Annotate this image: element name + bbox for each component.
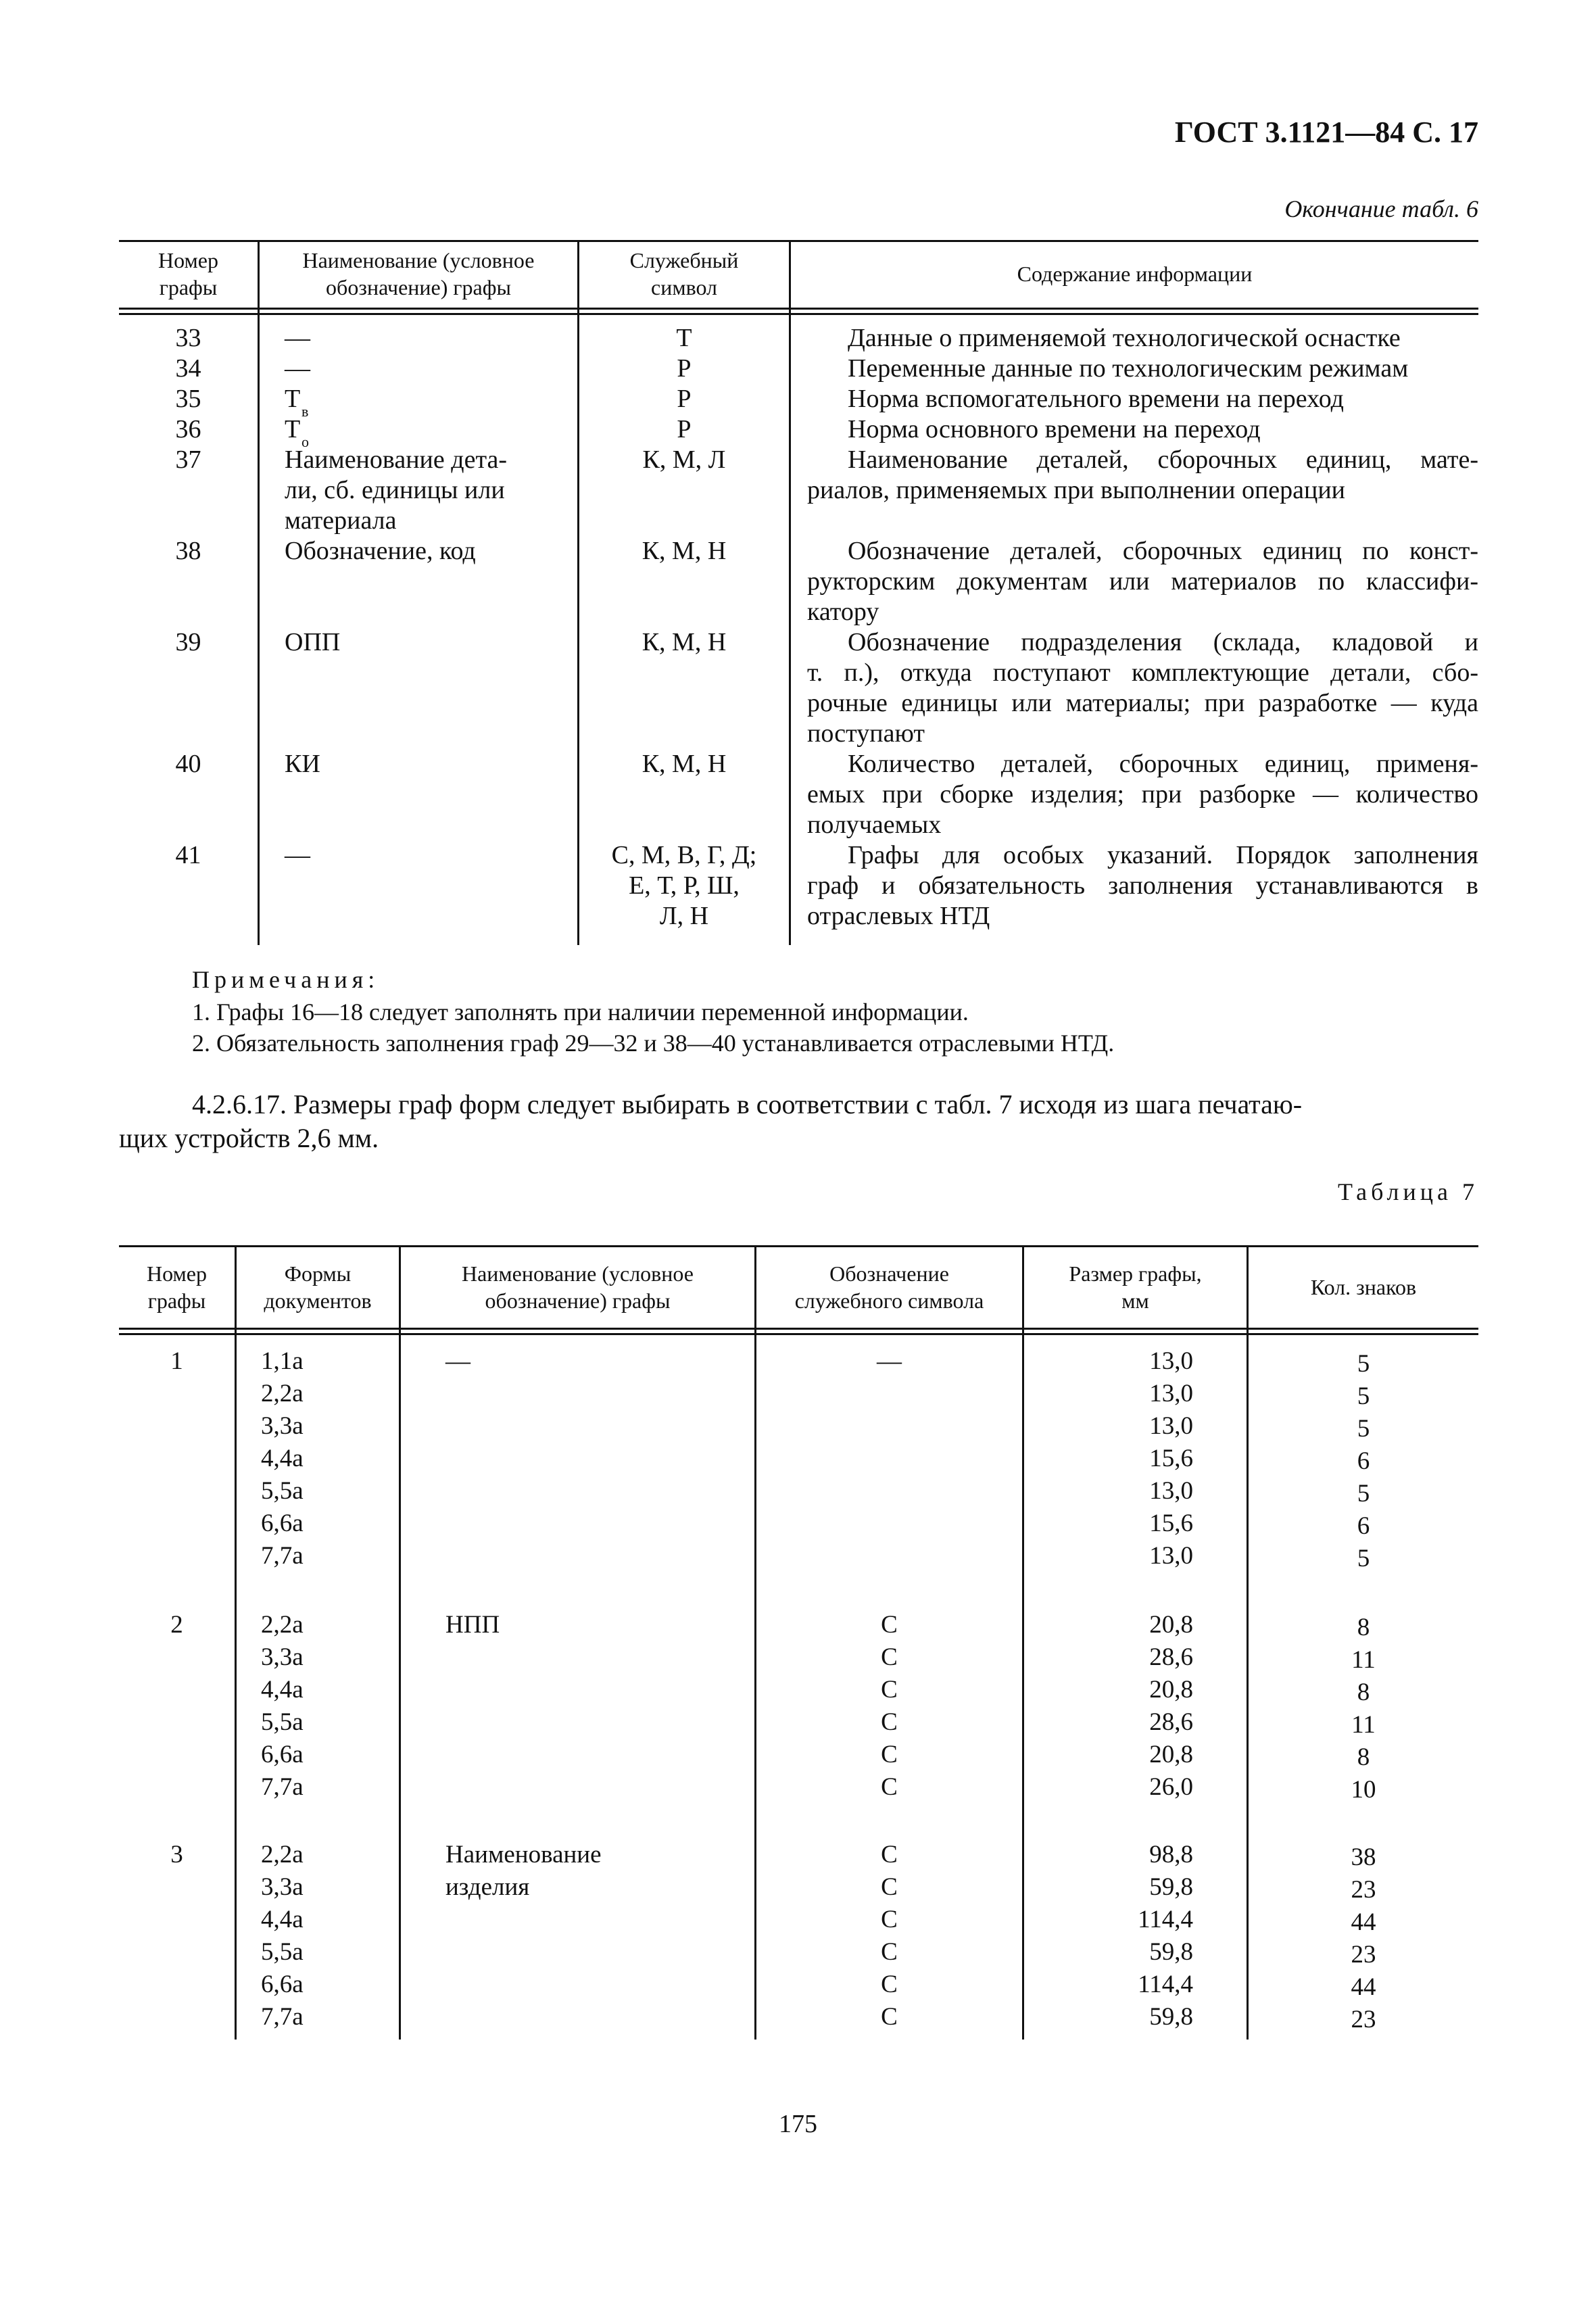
- table7-row-size: 15,6: [1149, 1445, 1193, 1472]
- table6-row-num: 34: [175, 354, 201, 383]
- table7-col-divider-2: [399, 1245, 401, 2040]
- running-title: ГОСТ 3.1121—84 С. 17: [1174, 116, 1478, 149]
- table6-row-content: т. п.), откуда поступают комплектующие детали, сбо-: [807, 658, 1478, 687]
- table7-row-chars: 8: [1357, 1614, 1370, 1641]
- table7-row-symbol: С: [881, 1741, 898, 1768]
- table6-row-name: —: [285, 354, 310, 383]
- table7-row-form: 2,2а: [261, 1611, 304, 1639]
- table7-header-chars: Кол. знаков: [1310, 1275, 1417, 1299]
- table6-row-num: 41: [175, 841, 201, 869]
- page-number: 175: [779, 2110, 817, 2138]
- table7-row-chars: 23: [1351, 1941, 1376, 1969]
- table6-row-num: 36: [175, 415, 201, 443]
- table7-row-symbol: С: [881, 1773, 898, 1801]
- table7-row-chars: 11: [1351, 1646, 1376, 1674]
- table7-row-form: 7,7а: [261, 2003, 304, 2031]
- table7-row-symbol: С: [881, 1971, 898, 1998]
- table6-caption: Окончание табл. 6: [1284, 195, 1478, 222]
- table6-row-content: Обозначение деталей, сборочных единиц по конст-: [848, 537, 1478, 565]
- table7-row-chars: 8: [1357, 1743, 1370, 1771]
- table6-header-num: Номер графы: [158, 248, 218, 299]
- table6-row-name: Т: [285, 385, 301, 413]
- table7-header-rule-2: [119, 1333, 1478, 1335]
- table6-row-symbol: Р: [677, 385, 692, 413]
- table7-header-num: Номер графы: [147, 1261, 207, 1313]
- table6-row-content: граф и обязательность заполнения устанавливаются в: [807, 871, 1478, 900]
- table6-row-num: 35: [175, 385, 201, 413]
- table7-caption: Таблица 7: [1338, 1178, 1478, 1205]
- table7-row-size: 13,0: [1149, 1542, 1193, 1570]
- table7-row-chars: 11: [1351, 1711, 1376, 1739]
- table6-row-content: Норма вспомогательного времени на переход: [848, 385, 1344, 413]
- table6-row-content: Переменные данные по технологическим режимам: [848, 354, 1409, 383]
- table6-row-name: ли, сб. единицы или: [285, 476, 505, 504]
- paragraph-line-2: щих устройств 2,6 мм.: [119, 1123, 379, 1153]
- table7-header-size: Размер графы, мм: [1069, 1261, 1202, 1313]
- table7-row-form: 5,5а: [261, 1708, 304, 1736]
- table7-row-form: 3,3а: [261, 1643, 304, 1671]
- table6-row-content: Графы для особых указаний. Порядок заполнения: [848, 841, 1478, 869]
- table7-row-chars: 5: [1357, 1382, 1370, 1410]
- table6-row-num: 40: [175, 750, 201, 778]
- table7-row-num: 2: [170, 1611, 183, 1639]
- note-2: 2. Обязательность заполнения граф 29—32 и 38—40 устанавливается отраслевыми НТД.: [192, 1030, 1115, 1057]
- table7-header-forms: Формы документов: [264, 1261, 372, 1313]
- table7-row-size: 13,0: [1149, 1477, 1193, 1505]
- table7-row-size: 28,6: [1149, 1643, 1193, 1671]
- table7-row-name: НПП: [445, 1611, 500, 1639]
- table7-row-form: 2,2а: [261, 1841, 304, 1868]
- table7-row-size: 15,6: [1149, 1510, 1193, 1537]
- table6-row-name: ОПП: [285, 628, 341, 656]
- table7-row-chars: 5: [1357, 1350, 1370, 1378]
- table7-row-size: 13,0: [1149, 1380, 1193, 1407]
- table7-row-symbol: С: [881, 1611, 898, 1639]
- table6-row-content: поступают: [807, 719, 925, 748]
- table6-row-content: риалов, применяемых при выполнении операции: [807, 476, 1346, 504]
- table6-row-symbol: С, М, В, Г, Д;: [611, 841, 757, 869]
- table6-row-name: Обозначение, код: [285, 537, 476, 565]
- table7-row-form: 5,5а: [261, 1938, 304, 1966]
- table7-row-chars: 38: [1351, 1843, 1376, 1871]
- table7-row-symbol: С: [881, 2003, 898, 2031]
- table7-row-size: 20,8: [1149, 1676, 1193, 1704]
- table6-row-name-subscript: о: [301, 433, 309, 450]
- table7-row-form: 6,6а: [261, 1971, 304, 1998]
- table6-row-symbol: К, М, Н: [642, 537, 727, 565]
- table7-row-symbol: С: [881, 1873, 898, 1901]
- table7-row-form: 5,5а: [261, 1477, 304, 1505]
- table7-row-name: —: [445, 1347, 470, 1375]
- table7-row-chars: 23: [1351, 1876, 1376, 1904]
- table7-row-size: 114,4: [1138, 1971, 1193, 1998]
- notes-title: Примечания:: [192, 966, 380, 993]
- table7-row-symbol: С: [881, 1841, 898, 1868]
- table6-row-content: рукторским документам или материалов по классифи-: [807, 567, 1478, 596]
- table6-row-name: —: [285, 841, 310, 869]
- table7-row-form: 7,7а: [261, 1773, 304, 1801]
- table7-row-chars: 8: [1357, 1679, 1370, 1706]
- table6-row-symbol: Е, Т, Р, Ш,: [629, 871, 740, 900]
- table7-header-symbol: Обозначение служебного символа: [794, 1261, 984, 1313]
- table6-header-symbol: Служебный символ: [629, 248, 739, 299]
- note-1: 1. Графы 16—18 следует заполнять при наличии переменной информации.: [192, 998, 969, 1026]
- table6-row-num: 39: [175, 628, 201, 656]
- table6-row-name: материала: [285, 506, 397, 535]
- table7-row-chars: 5: [1357, 1480, 1370, 1507]
- table6-row-num: 38: [175, 537, 201, 565]
- table7-row-size: 28,6: [1149, 1708, 1193, 1736]
- table6-row-symbol: К, М, Н: [642, 628, 727, 656]
- table6-row-symbol: К, М, Н: [642, 750, 727, 778]
- table6-row-num: 33: [175, 324, 201, 352]
- table7-row-form: 1,1а: [261, 1347, 304, 1375]
- table6-row-name: КИ: [285, 750, 320, 778]
- table7-row-size: 20,8: [1149, 1611, 1193, 1639]
- table6-header-rule-2: [119, 313, 1478, 315]
- table7-row-form: 4,4а: [261, 1445, 304, 1472]
- table7-row-form: 7,7а: [261, 1542, 304, 1570]
- table7-row-form: 3,3а: [261, 1873, 304, 1901]
- table7-row-form: 6,6а: [261, 1741, 304, 1768]
- table7-top-rule: [119, 1245, 1478, 1247]
- table7-row-chars: 44: [1351, 1973, 1376, 2001]
- table6-row-symbol: К, М, Л: [642, 445, 726, 474]
- table6-row-name: —: [285, 324, 310, 352]
- table7-row-chars: 23: [1351, 2006, 1376, 2033]
- table7-row-chars: 6: [1357, 1512, 1370, 1540]
- table7-header-name: Наименование (условное обозначение) графы: [461, 1261, 694, 1313]
- table7-row-size: 59,8: [1149, 1938, 1193, 1966]
- table7-row-chars: 6: [1357, 1447, 1370, 1475]
- table6-header-name: Наименование (условное обозначение) графы: [302, 248, 535, 299]
- table7-row-size: 59,8: [1149, 2003, 1193, 2031]
- table7-row-chars: 5: [1357, 1545, 1370, 1572]
- table7-header-rule-1: [119, 1328, 1478, 1330]
- table6-top-rule: [119, 240, 1478, 242]
- table7-row-form: 3,3а: [261, 1412, 304, 1440]
- table6-col-divider-1: [258, 240, 260, 945]
- table7-col-divider-1: [235, 1245, 237, 2040]
- table6-row-content: катору: [807, 598, 879, 626]
- table7-row-num: 3: [170, 1841, 183, 1868]
- table7-row-form: 4,4а: [261, 1906, 304, 1933]
- table6-row-symbol: Р: [677, 354, 692, 383]
- table6-row-symbol: Р: [677, 415, 692, 443]
- table6-row-num: 37: [175, 445, 201, 474]
- table6-row-symbol: Т: [676, 324, 692, 352]
- table7-row-chars: 10: [1351, 1776, 1376, 1804]
- table7-row-chars: 44: [1351, 1908, 1376, 1936]
- table6-row-content: получаемых: [807, 811, 942, 839]
- table7-row-size: 98,8: [1149, 1841, 1193, 1868]
- table6-header-content: Содержание информации: [1017, 262, 1253, 286]
- table7-row-name: изделия: [445, 1873, 530, 1901]
- table6-row-content: отраслевых НТД: [807, 902, 990, 930]
- table7-row-symbol: С: [881, 1906, 898, 1933]
- table7-row-size: 114,4: [1138, 1906, 1193, 1933]
- table6-row-name-subscript: в: [301, 403, 309, 420]
- table6-row-content: емых при сборке изделия; при разборке — количество: [807, 780, 1478, 809]
- table6-row-symbol: Л, Н: [659, 902, 709, 930]
- table7-row-size: 26,0: [1149, 1773, 1193, 1801]
- table6-row-content: рочные единицы или материалы; при разработке — куда: [807, 689, 1478, 717]
- table7-row-size: 20,8: [1149, 1741, 1193, 1768]
- table6-header-rule-1: [119, 308, 1478, 310]
- table7-row-form: 4,4а: [261, 1676, 304, 1704]
- table6-col-divider-3: [789, 240, 791, 945]
- table7-row-size: 59,8: [1149, 1873, 1193, 1901]
- table7-row-symbol: С: [881, 1938, 898, 1966]
- table7-row-symbol: —: [877, 1347, 902, 1375]
- table6-row-content: Наименование деталей, сборочных единиц, мате-: [848, 445, 1478, 474]
- table7-row-chars: 5: [1357, 1415, 1370, 1443]
- paragraph-line-1: 4.2.6.17. Размеры граф форм следует выбирать в соответствии с табл. 7 исходя из шага печатаю-: [192, 1089, 1303, 1119]
- table6-row-content: Количество деталей, сборочных единиц, применя-: [848, 750, 1478, 778]
- table7-row-form: 6,6а: [261, 1510, 304, 1537]
- table6-row-content: Норма основного времени на переход: [848, 415, 1261, 443]
- table6-row-name: Наименование дета-: [285, 445, 508, 474]
- table6-row-content: Данные о применяемой технологической оснастке: [848, 324, 1401, 352]
- table7-row-size: 13,0: [1149, 1347, 1193, 1375]
- table6-row-content: Обозначение подразделения (склада, кладовой и: [848, 628, 1478, 656]
- table7-row-num: 1: [170, 1347, 183, 1375]
- table7-row-name: Наименование: [445, 1841, 602, 1868]
- table7-row-form: 2,2а: [261, 1380, 304, 1407]
- table7-row-symbol: С: [881, 1708, 898, 1736]
- table7-row-symbol: С: [881, 1676, 898, 1704]
- table7-row-size: 13,0: [1149, 1412, 1193, 1440]
- table6-row-name: Т: [285, 415, 301, 443]
- table7-row-symbol: С: [881, 1643, 898, 1671]
